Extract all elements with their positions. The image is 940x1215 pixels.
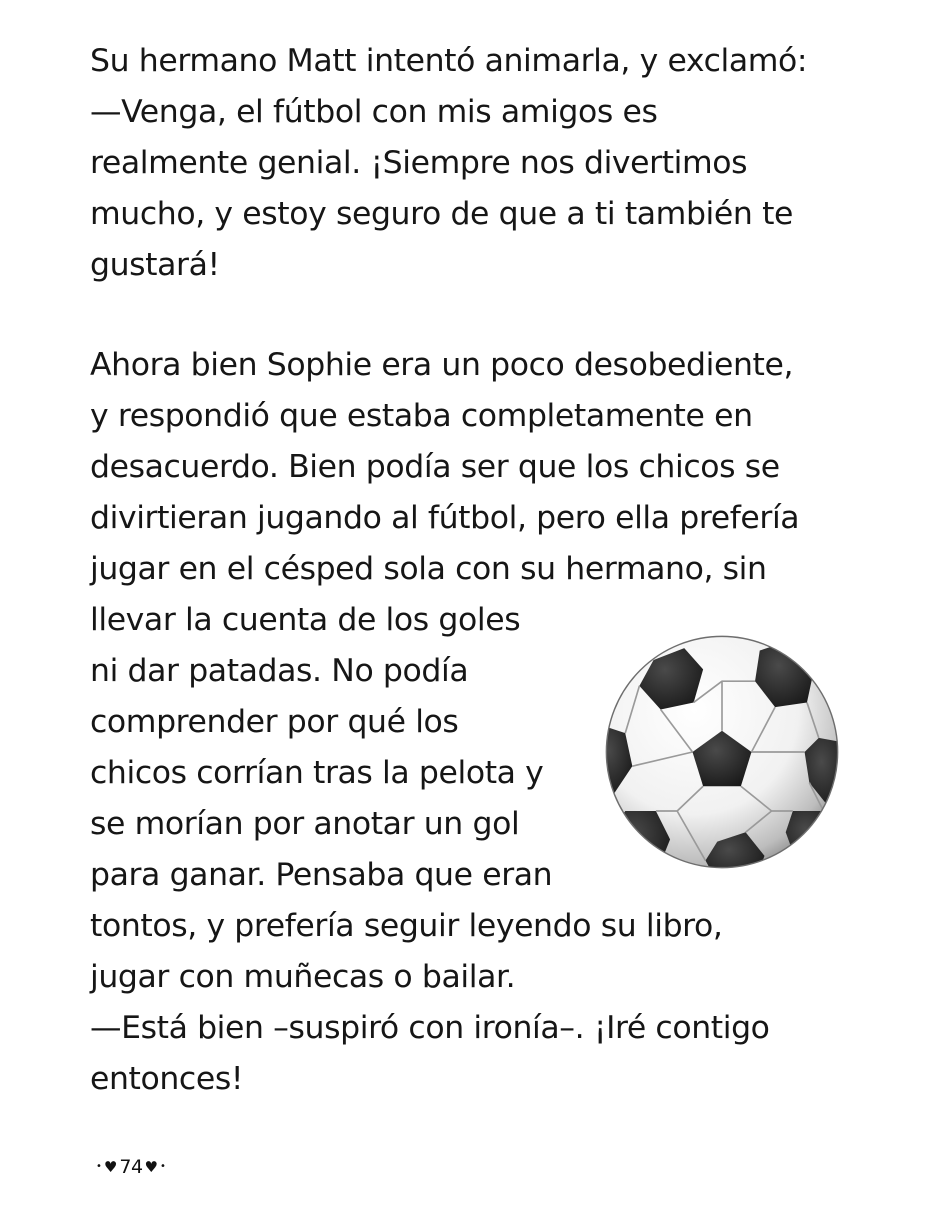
- text-line: tontos, y prefería seguir leyendo su libro,: [90, 908, 723, 944]
- text-line: chicos corrían tras la pelota y: [90, 755, 544, 791]
- text-line: realmente genial. ¡Siempre nos divertimos: [90, 145, 748, 181]
- text-line: gustará!: [90, 247, 220, 283]
- text-line: ni dar patadas. No podía: [90, 653, 469, 689]
- text-line: se morían por anotar un gol: [90, 806, 520, 842]
- page-footer: [96, 1154, 166, 1180]
- right-dot: •: [160, 1161, 166, 1172]
- text-line: desacuerdo. Bien podía ser que los chicos se: [90, 449, 780, 485]
- heart-icon: ♥: [144, 1158, 158, 1176]
- text-line: divirtieran jugando al fútbol, pero ella prefería: [90, 500, 800, 536]
- text-line: para ganar. Pensaba que eran: [90, 857, 553, 893]
- left-dot: •: [96, 1161, 102, 1172]
- text-line: Ahora bien Sophie era un poco desobediente,: [90, 347, 794, 383]
- text-line: llevar la cuenta de los goles: [90, 602, 521, 638]
- text-line: jugar con muñecas o bailar.: [90, 959, 516, 995]
- paragraph-1: [90, 36, 850, 291]
- text-line: entonces!: [90, 1061, 244, 1097]
- text-line: jugar en el césped sola con su hermano, sin: [90, 551, 767, 587]
- text-line: mucho, y estoy seguro de que a ti también te: [90, 196, 793, 232]
- heart-icon: ♥: [103, 1158, 118, 1176]
- text-line: —Está bien –suspiró con ironía–. ¡Iré contigo: [90, 1010, 770, 1046]
- page-number: 74: [119, 1156, 143, 1178]
- soccer-ball-icon: [604, 634, 840, 870]
- text-line: y respondió que estaba completamente en: [90, 398, 753, 434]
- text-line: Su hermano Matt intentó animarla, y exclamó:: [90, 43, 808, 79]
- text-line: comprender por qué los: [90, 704, 459, 740]
- text-line: —Venga, el fútbol con mis amigos es: [90, 94, 658, 130]
